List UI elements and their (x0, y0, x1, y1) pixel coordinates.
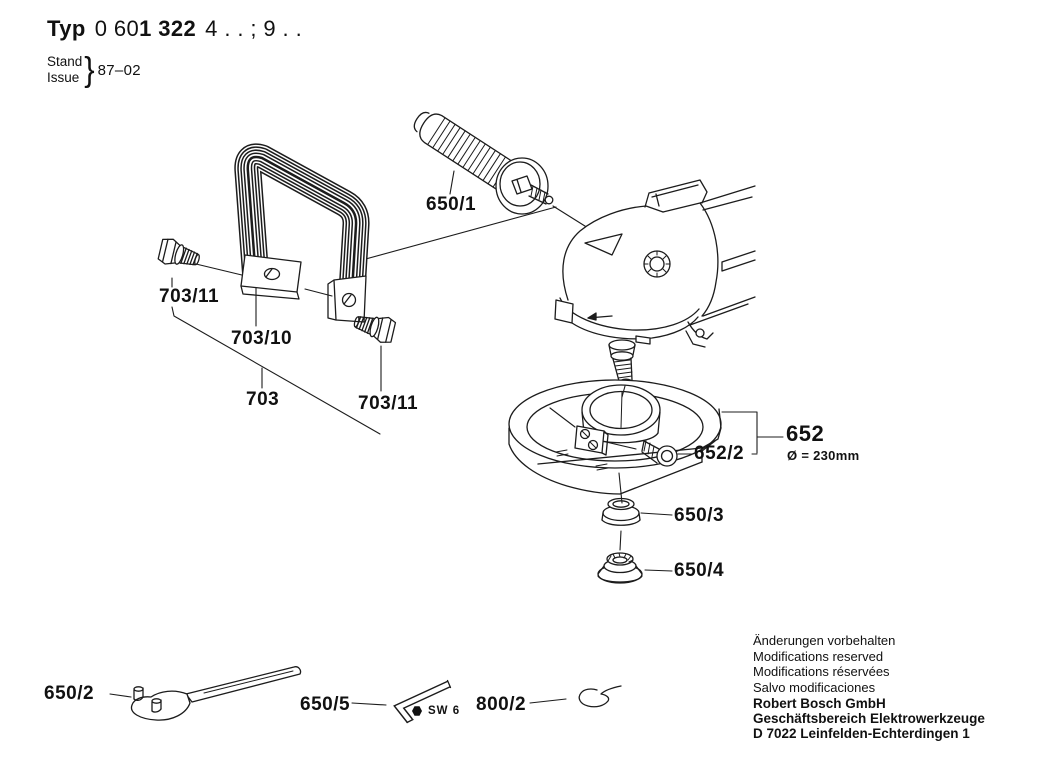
part-label-650-3: 650/3 (674, 505, 725, 526)
clamping-nut-drawing (598, 553, 642, 583)
brace-glyph: } (84, 50, 95, 89)
hex-bolt-left-drawing (156, 237, 202, 273)
issue-block (47, 52, 141, 88)
type-number-a: 0 60 (94, 16, 140, 41)
notice-line-fr: Modifications réservées (753, 664, 890, 679)
part-label-703: 703 (246, 389, 280, 410)
notice-line-en: Modifications reserved (753, 648, 884, 664)
issue-value: 87–02 (97, 61, 141, 79)
notice-line-es: Salvo modificaciones (753, 679, 876, 695)
part-label-650-2: 650/2 (44, 683, 95, 704)
part-label-650-1: 650/1 (426, 194, 477, 215)
part-label-703-11-right: 703/11 (358, 393, 419, 414)
notice-line-de: Änderungen vorbehalten (753, 633, 896, 648)
part-label-652: 652 (786, 421, 825, 446)
hex-key-size-text: SW 6 (428, 705, 461, 717)
company-name: Robert Bosch GmbH (753, 696, 886, 711)
stand-label: Stand (47, 54, 83, 69)
part-label-652-2: 652/2 (694, 443, 745, 464)
company-address (753, 697, 985, 741)
typ-label: Typ (47, 16, 86, 41)
wire-clip-drawing (579, 686, 621, 707)
part-label-650-5: 650/5 (300, 694, 351, 715)
company-city: D 7022 Leinfelden-Echterdingen 1 (753, 725, 970, 741)
hex-section-icon (412, 706, 422, 716)
grinder-machine-drawing (555, 180, 755, 385)
hex-key-size-note (412, 705, 460, 717)
part-label-800-2: 800/2 (476, 694, 527, 715)
part-label-650-4: 650/4 (674, 560, 725, 581)
type-number-b: 1 322 (139, 16, 197, 41)
company-division: Geschäftsbereich Elektrowerkzeuge (753, 710, 985, 726)
issue-label: Issue (47, 70, 80, 85)
pin-spanner-drawing (132, 667, 301, 720)
handle-bracket-drawing (241, 157, 366, 322)
part-label-703-10: 703/10 (231, 328, 293, 349)
backing-flange-drawing (602, 499, 640, 526)
part-label-703-11-left: 703/11 (159, 286, 220, 307)
wheel-guard-drawing (509, 380, 721, 494)
type-number-c: 4 . . ; 9 . . (205, 16, 303, 41)
type-title (47, 16, 302, 42)
modifications-notice (753, 633, 895, 695)
guard-diameter-note: Ø = 230mm (787, 448, 860, 463)
